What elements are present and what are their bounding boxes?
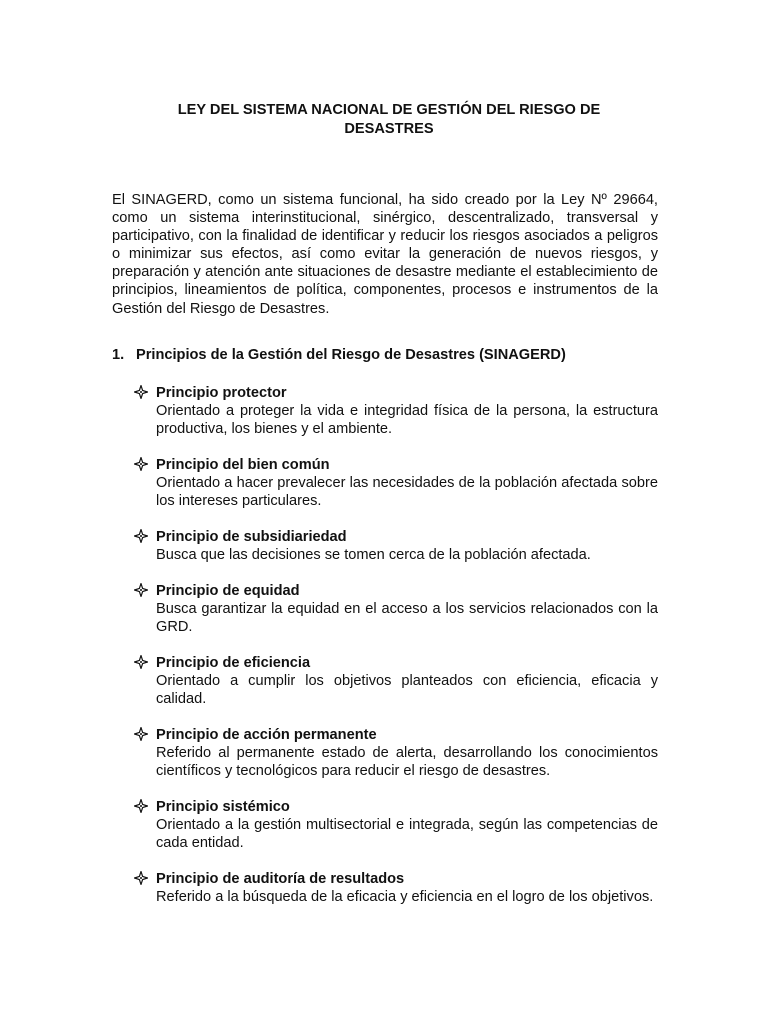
principle-title: Principio de equidad bbox=[156, 582, 300, 599]
section-number: 1. bbox=[112, 346, 125, 363]
section-heading bbox=[112, 346, 658, 364]
principle-description: Busca garantizar la equidad en el acceso a los servicios relacionados con la GRD. bbox=[156, 600, 658, 635]
diamond-star-icon bbox=[134, 871, 148, 885]
section-heading-text: Principios de la Gestión del Riesgo de Desastres (SINAGERD) bbox=[136, 346, 566, 363]
document-page bbox=[112, 101, 658, 924]
diamond-star-icon bbox=[134, 385, 148, 399]
principle-description: Referido al permanente estado de alerta, desarrollando los conocimientos científicos y tecnológicos para reducir el riesgo de desastres. bbox=[156, 744, 658, 779]
principle-title: Principio del bien común bbox=[156, 456, 330, 473]
diamond-star-icon bbox=[134, 457, 148, 471]
diamond-star-icon bbox=[134, 655, 148, 669]
principle-item bbox=[112, 384, 658, 438]
principle-description: Referido a la búsqueda de la eficacia y eficiencia en el logro de los objetivos. bbox=[156, 888, 654, 905]
principles-list bbox=[112, 384, 658, 906]
diamond-star-icon bbox=[134, 727, 148, 741]
diamond-star-icon bbox=[134, 583, 148, 597]
principle-item bbox=[112, 870, 658, 906]
title-line-1: LEY DEL SISTEMA NACIONAL DE GESTIÓN DEL RIESGO DE bbox=[177, 102, 601, 118]
principle-item bbox=[112, 726, 658, 780]
title-line-2: DESASTRES bbox=[344, 121, 434, 137]
principle-title: Principio de eficiencia bbox=[156, 654, 311, 671]
principle-title: Principio de auditoría de resultados bbox=[156, 870, 405, 887]
principle-description: Orientado a la gestión multisectorial e integrada, según las competencias de cada entidad. bbox=[156, 816, 658, 851]
principle-description: Orientado a hacer prevalecer las necesidades de la población afectada sobre los intereses particulares. bbox=[156, 474, 658, 509]
principle-description: Orientado a proteger la vida e integridad física de la persona, la estructura productiva, los bienes y el ambiente. bbox=[156, 402, 658, 437]
principle-item bbox=[112, 582, 658, 636]
principle-item bbox=[112, 456, 658, 510]
principle-title: Principio de subsidiariedad bbox=[156, 528, 347, 545]
principle-title: Principio sistémico bbox=[156, 798, 290, 815]
principle-item bbox=[112, 654, 658, 708]
document-title bbox=[112, 101, 658, 139]
principle-description: Busca que las decisiones se tomen cerca de la población afectada. bbox=[156, 546, 591, 563]
principle-title: Principio protector bbox=[156, 384, 287, 401]
principle-title: Principio de acción permanente bbox=[156, 726, 377, 743]
principle-description: Orientado a cumplir los objetivos planteados con eficiencia, eficacia y calidad. bbox=[156, 672, 658, 707]
principle-item bbox=[112, 798, 658, 852]
principle-item bbox=[112, 528, 658, 564]
diamond-star-icon bbox=[134, 799, 148, 813]
diamond-star-icon bbox=[134, 529, 148, 543]
intro-paragraph: El SINAGERD, como un sistema funcional, ha sido creado por la Ley Nº 29664, como un sistema interinstitucional, sinérgico, descentralizado, transversal y participativo, con la finalidad de identificar y reducir los riesgos asociados a peligros o minimizar sus efectos, así como evitar la generación de nuevos riesgos, y preparación y atención ante situaciones de desastre mediante el establecimiento de principios, lineamientos de política, componentes, procesos e instrumentos de la Gestión del Riesgo de Desastres. bbox=[112, 192, 658, 317]
